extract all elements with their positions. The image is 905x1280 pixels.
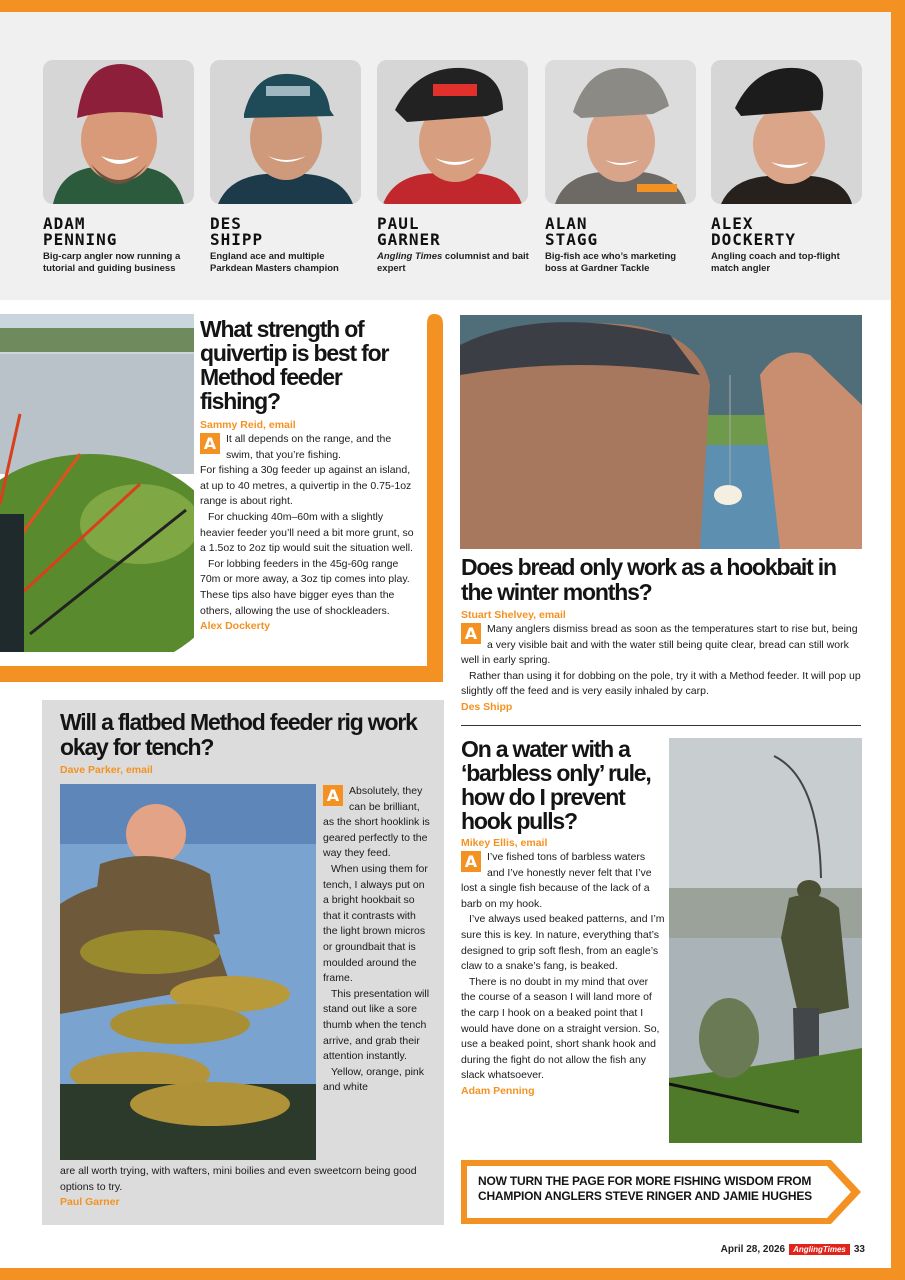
expert-bio [377,251,529,275]
expert-card [43,60,195,275]
expert-bio: Angling coach and top-flight match angler [711,251,840,274]
page-footer [721,1244,865,1255]
q4-answerer: Adam Penning [461,1084,535,1097]
q3-answerer: Paul Garner [60,1196,120,1209]
expert-portrait [210,60,361,204]
q2-body [461,622,863,700]
expert-portrait [43,60,194,204]
page-border-bottom [0,1268,905,1280]
expert-card [711,60,863,275]
q2-headline: Does bread only work as a hookbait in the winter months? [461,554,836,605]
q2-answerer: Des Shipp [461,700,513,713]
expert-bio-italic: Angling Times [377,251,443,262]
q3-paragraph: are all worth trying, with wafters, mini boilies and even sweetcorn being good options to try. [60,1165,417,1193]
page-border-right [891,0,905,1280]
expert-portrait [377,60,528,204]
expert-name: ALAN STAGG [545,214,599,249]
q4-body [461,850,665,1084]
page-number: 33 [853,1244,865,1255]
q2-lead: Many anglers dismiss bread as soon as the temperatures start to rise but, being a very visible bait and with the water still being quite clear, bread can still work well in early spring. [461,623,858,667]
expert-name: ADAM PENNING [43,214,118,249]
expert-card [545,60,697,275]
q4-paragraph: I’ve always used beaked patterns, and I’m sure this is key. In nature, everything that’s designed to grip soft flesh, from an eagle’s claw to a snake’s fang, is beaked. [461,913,665,973]
quivertip-photo [0,314,194,652]
expert-bio: England ace and multiple Parkdean Masters champion [210,251,339,274]
q1-body [200,432,420,619]
q4-asker: Mikey Ellis, email [461,837,548,849]
q1-paragraph: For chucking 40m–60m with a slightly heavier feeder you’ll need a bit more grunt, so a 1.5oz to 2oz tip would suit the situation well. [200,510,414,555]
q3-paragraph: Yellow, orange, pink and white [323,1065,425,1094]
q2-asker: Stuart Shelvey, email [461,609,566,621]
issue-date: April 28, 2026 [720,1244,786,1255]
q4-paragraph: There is no doubt in my mind that over the course of a season I will land more of the carp I hook on a beaked point that I would have done on a straight version. So, use a beaked point, short shank hook and during the fight do not allow the fish any slack whatsoever. [461,975,660,1082]
q1-paragraph: For lobbing feeders in the 45g-60g range 70m or more away, a 3oz tip comes into play. These tips also have bigger eyes than the others, allowing the use of shockleaders. [200,557,410,617]
expert-panel [0,12,891,300]
next-page-text: NOW TURN THE PAGE FOR MORE FISHING WISDOM FROM CHAMPION ANGLERS STEVE RINGER AND JAMIE HUGHES [478,1174,812,1203]
q1-paragraph: For fishing a 30g feeder up against an island, at up to 40 metres, a quivertip in the 0.75-1oz range is about right. [200,464,412,508]
expert-name: ALEX DOCKERTY [711,214,797,249]
q4-headline: On a water with a ‘barbless only’ rule, how do I prevent hook pulls? [461,736,651,834]
q3-body-continued [60,1164,435,1210]
divider [461,725,861,726]
brand-logo: AnglingTimes [789,1244,850,1255]
bread-hookbait-photo [460,315,862,549]
q3-headline: Will a flatbed Method feeder rig work okay for tench? [60,709,417,760]
q3-body [323,784,431,1096]
answer-badge: A [461,623,481,644]
q4-article [461,737,665,1099]
expert-bio-rest: columnist and bait expert [377,251,529,274]
q1-answerer: Alex Dockerty [200,620,271,633]
expert-card [210,60,362,275]
expert-name: DES SHIPP [210,214,264,249]
expert-bio: Big-fish ace who’s marketing boss at Gardner Tackle [545,251,677,274]
q3-header [60,710,430,777]
tench-catch-photo [60,784,316,1160]
answer-badge: A [461,851,481,872]
expert-card [377,60,529,275]
expert-bio: Big-carp angler now running a tutorial and guiding business [43,251,181,274]
q1-headline: What strength of quivertip is best for Method feeder fishing? [200,316,389,414]
q2-paragraph: Rather than using it for dobbing on the pole, try it with a Method feeder. It will pop up slightly off the feed and is very easily inhaled by carp. [461,669,861,698]
expert-portrait [711,60,862,204]
q3-paragraph: This presentation will stand out like a sore thumb when the tench arrive, and grab their attention instantly. [323,987,430,1063]
page-border-top [0,0,905,12]
answer-badge: A [200,433,220,454]
q1-asker: Sammy Reid, email [200,419,296,431]
q1-lead: It all depends on the range, and the swim, that you’re fishing. [226,433,392,461]
q3-asker: Dave Parker, email [60,764,153,776]
misty-carp-angler-photo [669,738,862,1143]
q1-article [200,317,420,634]
q4-lead: I’ve fished tons of barbless waters and I’ve honestly never felt that I’ve lost a single fish because of the lack of a barb on my hook. [461,851,652,910]
expert-name: PAUL GARNER [377,214,441,249]
q2-article [461,555,863,715]
q3-paragraph: When using them for tench, I always put on a bright hookbait so that it contrasts with the light brown micros or groundbait that is moulded around the frame. [323,862,428,985]
q3-lead: Absolutely, they can be brilliant, as the short hooklink is geared perfectly to the way they feed. [323,785,430,860]
expert-portrait [545,60,696,204]
answer-badge: A [323,785,343,806]
